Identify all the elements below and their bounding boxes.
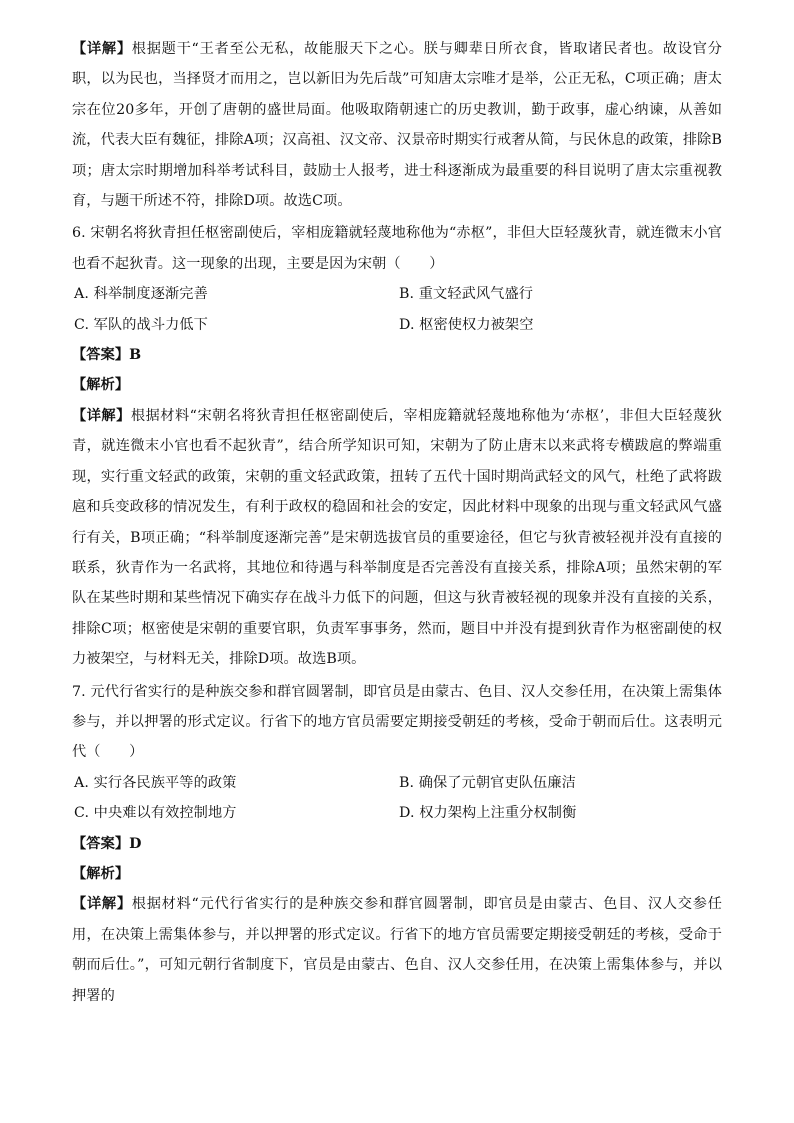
q6-options: [72, 279, 722, 340]
q6-stem: 6. 宋朝名将狄青担任枢密副使后，宰相庞籍就轻蔑地称他为“赤枢”，非但大臣轻蔑狄青，就连微末小官也看不起狄青。这一现象的出现，主要是因为宋朝（ ）: [72, 225, 722, 272]
q6-analysis-title: 【解析】: [72, 377, 130, 394]
q7-option-d: D. 权力架构上注重分权制衡: [399, 805, 577, 822]
q6-answer: 【答案】B: [72, 347, 142, 364]
detail-tag: 【详解】: [72, 896, 132, 913]
q6-option-a: A. 科举制度逐渐完善: [74, 286, 208, 303]
q7-option-a: A. 实行各民族平等的政策: [74, 774, 237, 791]
q7-options: [72, 768, 722, 829]
q7-answer: 【答案】D: [72, 835, 142, 852]
q7-option-b: B. 确保了元朝官吏队伍廉洁: [399, 774, 576, 791]
q6-option-d: D. 枢密使权力被架空: [399, 316, 534, 333]
detail-tag: 【详解】: [72, 41, 132, 57]
q7-detail-text: 根据材料“元代行省实行的是种族交参和群官圆署制，即官员是由蒙古、色目、汉人交参任用，在决策上需集体参与，并以押署的形式定议。行省下的地方官员需要定期接受朝廷的考核，受命于朝而后仕。”，可知元朝行省制度下，官员是由蒙古、色自、汉人交参任用，在决策上需集体参与，并以押署的: [72, 896, 722, 1004]
q7-stem: 7. 元代行省实行的是种族交参和群官圆署制，即官员是由蒙古、色目、汉人交参任用，在决策上需集体参与，并以押署的形式定议。行省下的地方官员需要定期接受朝廷的考核，受命于朝而后仕。这表明元代（ ）: [72, 683, 722, 761]
document-body: [72, 34, 722, 1011]
q7-analysis-title: 【解析】: [72, 865, 130, 882]
q5-detail-paragraph: [72, 34, 722, 216]
q6-detail-text: 根据材料“宋朝名将狄青担任枢密副使后，宰相庞籍就轻蔑地称他为‘赤枢’，非但大臣轻蔑狄青，就连微末小官也看不起狄青”，结合所学知识可知，宋朝为了防止唐末以来武将专横跋扈的弊端重现，实行重文轻武的政策，宋朝的重文轻武政策，扭转了五代十国时期尚武轻文的风气，杜绝了武将跋扈和兵变政移的情况发生，有利于政权的稳固和社会的安定，因此材料中现象的出现与重文轻武风气盛行有关，B项正确；“科举制度逐渐完善”是宋朝选拔官员的重要途径，但它与狄青被轻视并没有直接的联系，狄青作为一名武将，其地位和待遇与科举制度是否完善没有直接关系，排除A项；虽然宋朝的军队在某些时期和某些情况下确实存在战斗力低下的问题，但这与狄青被轻视的现象并没有直接的关系，排除C项；枢密使是宋朝的重要官职，负责军事事务，然而，题目中并没有提到狄青作为枢密副使的权力被架空，与材料无关，排除D项。故选B项。: [72, 407, 722, 668]
q6-detail-paragraph: [72, 401, 722, 675]
q7-option-c: C. 中央难以有效控制地方: [74, 805, 237, 822]
q5-detail-text: 根据题干“王者至公无私，故能服天下之心。朕与卿辈日所衣食，皆取诸民者也。故设官分职，以为民也，当择贤才而用之，岂以新旧为先后哉”可知唐太宗唯才是举，公正无私，C项正确；唐太宗在位20多年，开创了唐朝的盛世局面。他吸取隋朝速亡的历史教训，勤于政事，虚心纳谏，从善如流，代表大臣有魏征，排除A项；汉高祖、汉文帝、汉景帝时期实行戒奢从简，与民休息的政策，排除B项；唐太宗时期增加科举考试科目，鼓励士人报考，进士科逐渐成为最重要的科目说明了唐太宗重视教育，与题干所述不符，排除D项。故选C项。: [72, 41, 722, 210]
detail-tag: 【详解】: [72, 407, 131, 424]
q6-option-c: C. 军队的战斗力低下: [74, 316, 208, 333]
q6-option-b: B. 重文轻武风气盛行: [399, 286, 534, 303]
q7-detail-paragraph: [72, 889, 722, 1011]
